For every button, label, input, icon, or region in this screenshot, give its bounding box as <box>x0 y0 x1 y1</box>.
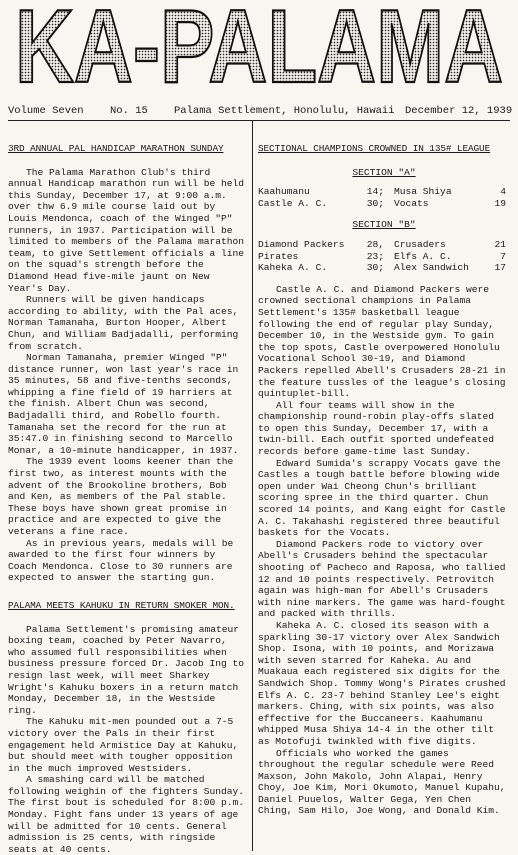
team-score: 7 <box>500 250 506 262</box>
right-column <box>258 143 510 817</box>
publisher: Palama Settlement, Honolulu, Hawaii <box>174 105 395 117</box>
volume: Volume Seven <box>8 105 84 117</box>
team-score: 21 <box>494 238 506 250</box>
score-row <box>258 198 510 210</box>
score-row <box>258 262 510 274</box>
marathon-paragraph: The Palama Marathon Club's third annual Handicap marathon run will be held this Sunday, December 17, at 9:00 a.m. over thw 6.9 mile course laid out by Louis Mendonca, coach of the Winged "P" runners, in 1937. Participation will be limited to members of the Palama marathon team, to give Settlement officials a line on the squad's strength before the Diamond Head five-mile jaunt on New Year's Day. <box>8 166 245 294</box>
smoker-paragraph: A smashing card will be matched following weighin of the fighters Sunday. The first bout is scheduled for 8:00 p.m. Monday. Fight fans under 13 years of age will be admitted for 10 cents. General admission is 25 cents, with ringside seats at 40 cents. <box>8 774 245 855</box>
masthead-title: KA-PALAMA <box>15 2 503 88</box>
marathon-headline: 3RD ANNUAL PAL HANDICAP MARATHON SUNDAY <box>8 143 224 154</box>
smoker-headline: PALAMA MEETS KAHUKU IN RETURN SMOKER MON. <box>8 599 235 611</box>
team-score: 17 <box>494 262 506 274</box>
smoker-paragraph: The Kahuku mit-men pounded out a 7-5 victory over the Pals in their first engagement held Armistice Day at Kahuku, but should meet with tougher opposition in the much improved Westsiders. <box>8 716 239 774</box>
team-name: Pirates <box>258 250 299 262</box>
team-score: 30; <box>366 262 384 274</box>
issue-number: No. 15 <box>110 105 148 117</box>
team-name: Castle A. C. <box>258 197 328 209</box>
marathon-paragraph: As in previous years, medals will be awarded to the first four winners by Coach Mendonca. Close to 30 runners are expected to answer the starting gun. <box>8 537 234 584</box>
team-name: Kaheka A. C. <box>258 262 328 274</box>
team-score: 28, <box>366 238 384 250</box>
basketball-paragraph: Kaheka A. C. closed its season with a sparkling 30-17 victory over Alex Sandwich Shop. Isona, with 10 points, and Morizawa with seven starred for Kaheka. Au and Muakaua each registered six digits for the Sandwich Shop. Tommy Wong's Pirates crushed Elfs A. C. 23-7 behind Stanley Lee's eight markers. Ching, with six points, was also effective for the Buccaneers. Kaahumanu whipped Musa Shiya 14-4 in the other tilt as Motofuji twinkled with five digits. <box>258 619 506 747</box>
team-name: Kaahumanu <box>258 186 310 198</box>
dateline <box>8 104 513 118</box>
team-name: Diamond Packers <box>258 238 345 250</box>
team-name: Alex Sandwich <box>394 262 469 274</box>
marathon-paragraph: Runners will be given handicaps according to ability, with the Pal aces, Norman Tamanaha, Burton Hooper, Albert Chun, and William Badjadalli, performing from scratch. <box>8 294 239 352</box>
issue-date: December 12, 1939 <box>405 105 513 117</box>
basketball-paragraph: Edward Sumida's scrappy Vocats gave the Castles a tough battle before blowing wide open under Wai Cheong Chun's brilliant scoring spree in the third quarter. Chun scored 14 points, and Kang eight for Castle A. C. Takahashi registered three beautiful baskets for the Vocats. <box>258 457 506 539</box>
marathon-paragraph: The 1939 event looms keener than the first two, as interest mounts with the advent of the Brookoline brothers, Bob and Ken, as members of the Pal stable. These boys have shown great promise in practice and are expected to give the veterans a fine race. <box>8 456 234 537</box>
column-divider <box>252 121 253 851</box>
team-score: 23; <box>366 250 384 262</box>
basketball-paragraph: All four teams will show in the championship round-robin play-offs slated to open this Sunday, December 17, with a twin-bill. Each outfit sported undefeated records before game-time last Sunday. <box>258 399 495 458</box>
score-row <box>258 251 510 263</box>
team-score: 14; <box>366 186 384 198</box>
marathon-paragraph: Norman Tamanaha, premier Winged "P" distance runner, won last year's race in 35 minutes, 58 and five-tenths seconds, whipping a fine field of 19 harriers at the finish. Albert Chun was second, Badjadalli third, and Robello fourth. Tamanaha set the record for the run at 35:47.0 in finishing second to Marcello Monar, a 10-minute handicapper, in 1937. <box>8 352 239 456</box>
team-score: 19 <box>494 197 506 209</box>
basketball-headline: SECTIONAL CHAMPIONS CROWNED IN 135# LEAGUE <box>258 143 491 154</box>
smoker-paragraph: Palama Settlement's promising amateur boxing team, coached by Peter Navarro, who assumed full responsibilities when business pressure forced Dr. Jacob Ing to resign last week, will meet Sharkey Wright's Kahuku boxers in a return match Monday, December 18, in the Westside ring. <box>8 623 245 716</box>
section-a-label: SECTION "A" <box>352 166 416 178</box>
masthead-logo <box>12 2 506 88</box>
header-rule <box>8 120 510 121</box>
team-name: Crusaders <box>394 238 446 250</box>
left-column <box>8 143 248 855</box>
basketball-paragraph: Castle A. C. and Diamond Packers were crowned sectional champions in Palama Settlement's 135# basketball league following the end of regular play Sunday, December 10, in the Westside gym. To gain the top spots, Castle overpowered Honolulu Vocational School 30-19, and Diamond Packers repelled Abell's Crusaders 28-21 in the feature tussles of the league's closing quintuplet-bill. <box>258 283 506 400</box>
team-name: Vocats <box>394 197 429 209</box>
basketball-paragraph: Officials who worked the games throughout the regular schedule were Reed Maxson, John Makolo, John Alapai, Henry Choy, Joe Kim, Mori Okumoto, Manuel Kupahu, Daniel Puuelos, Walter Gega, Yen Chen Ching, Sam Hilo, Joe Wong, and Donald Kim. <box>258 747 506 817</box>
score-row <box>258 186 510 198</box>
team-score: 30; <box>366 197 384 209</box>
score-row <box>258 239 510 251</box>
team-name: Musa Shiya <box>394 186 452 198</box>
team-score: 4 <box>500 186 506 198</box>
basketball-paragraph: Diamond Packers rode to victory over Abell's Crusaders behind the spectacular shooting of Pacheco and Raposa, who tallied 12 and 10 points respectively. Petrovitch again was high-man for Abell's Crusaders with nine markers. The game was hard-fought and packed with thrills. <box>258 538 506 620</box>
masthead <box>12 2 506 88</box>
team-name: Elfs A. C. <box>394 250 452 262</box>
section-b-label: SECTION "B" <box>352 219 416 231</box>
